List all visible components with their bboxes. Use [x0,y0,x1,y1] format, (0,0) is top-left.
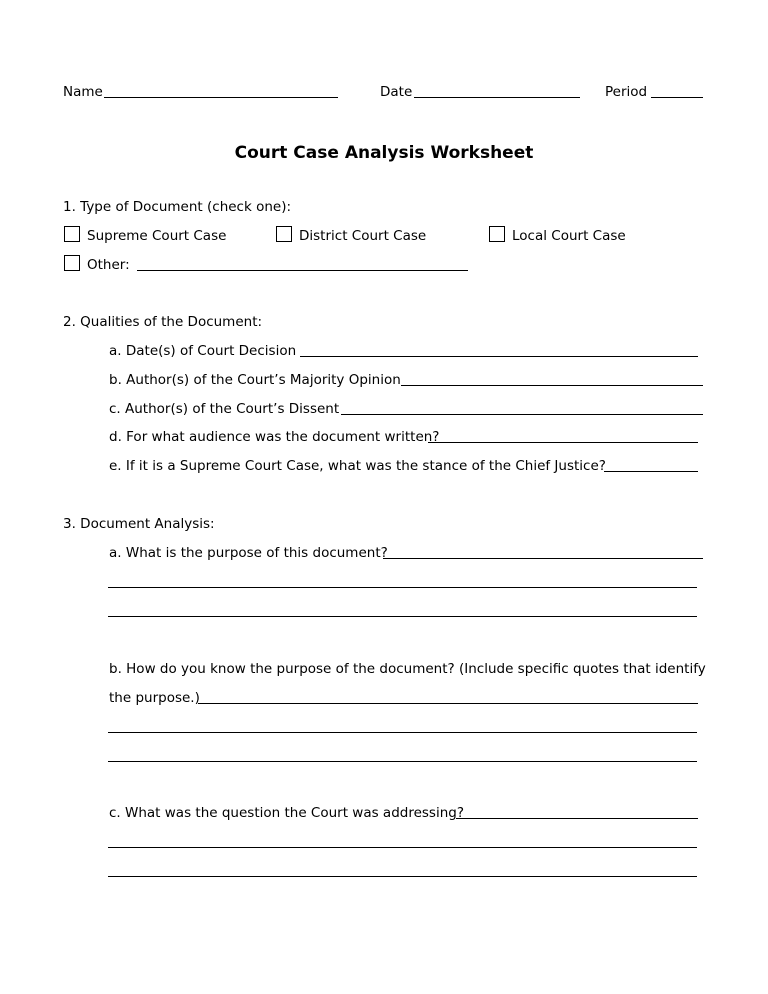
answer-blank-3c-line-2[interactable] [108,847,697,848]
period-label: Period [605,84,648,100]
question-2b: b. Author(s) of the Court’s Majority Opinion [109,372,401,388]
name-blank[interactable] [104,97,338,98]
question-2c: c. Author(s) of the Court’s Dissent [109,401,340,417]
section-3-heading: 3. Document Analysis: [63,516,215,532]
other-blank[interactable] [137,270,468,271]
answer-blank-3b-line-1[interactable] [198,703,698,704]
checkbox-supreme-court-case[interactable] [64,226,80,242]
answer-blank-3b-line-3[interactable] [108,761,697,762]
section-1-heading: 1. Type of Document (check one): [63,199,292,215]
answer-blank-3a-line-3[interactable] [108,616,697,617]
question-3a: a. What is the purpose of this document? [109,545,388,561]
answer-blank-2b[interactable] [401,385,703,386]
question-2a: a. Date(s) of Court Decision [109,343,297,359]
page-title: Court Case Analysis Worksheet [234,143,534,163]
option-label-local-court-case: Local Court Case [512,228,626,244]
date-blank[interactable] [414,97,580,98]
checkbox-other[interactable] [64,255,80,271]
checkbox-local-court-case[interactable] [489,226,505,242]
answer-blank-3c-line-3[interactable] [108,876,697,877]
answer-blank-3b-line-2[interactable] [108,732,697,733]
section-2-heading: 2. Qualities of the Document: [63,314,263,330]
answer-blank-3c-line-1[interactable] [456,818,698,819]
answer-blank-2a[interactable] [300,356,698,357]
period-blank[interactable] [651,97,703,98]
option-label-supreme-court-case: Supreme Court Case [87,228,227,244]
answer-blank-2e[interactable] [604,471,698,472]
option-label-district-court-case: District Court Case [299,228,427,244]
answer-blank-3a-line-2[interactable] [108,587,697,588]
question-3b-continued: the purpose.) [109,690,200,706]
question-2e: e. If it is a Supreme Court Case, what was the stance of the Chief Justice? [109,458,606,474]
question-2d: d. For what audience was the document written? [109,429,440,445]
answer-blank-3a-line-1[interactable] [383,558,703,559]
question-3b: b. How do you know the purpose of the document? (Include specific quotes that identify [109,661,706,677]
date-label: Date [380,84,413,100]
checkbox-district-court-case[interactable] [276,226,292,242]
answer-blank-2c[interactable] [341,414,703,415]
answer-blank-2d[interactable] [428,442,698,443]
name-label: Name [63,84,103,100]
question-3c: c. What was the question the Court was addressing? [109,805,465,821]
option-label-other: Other: [87,257,130,273]
